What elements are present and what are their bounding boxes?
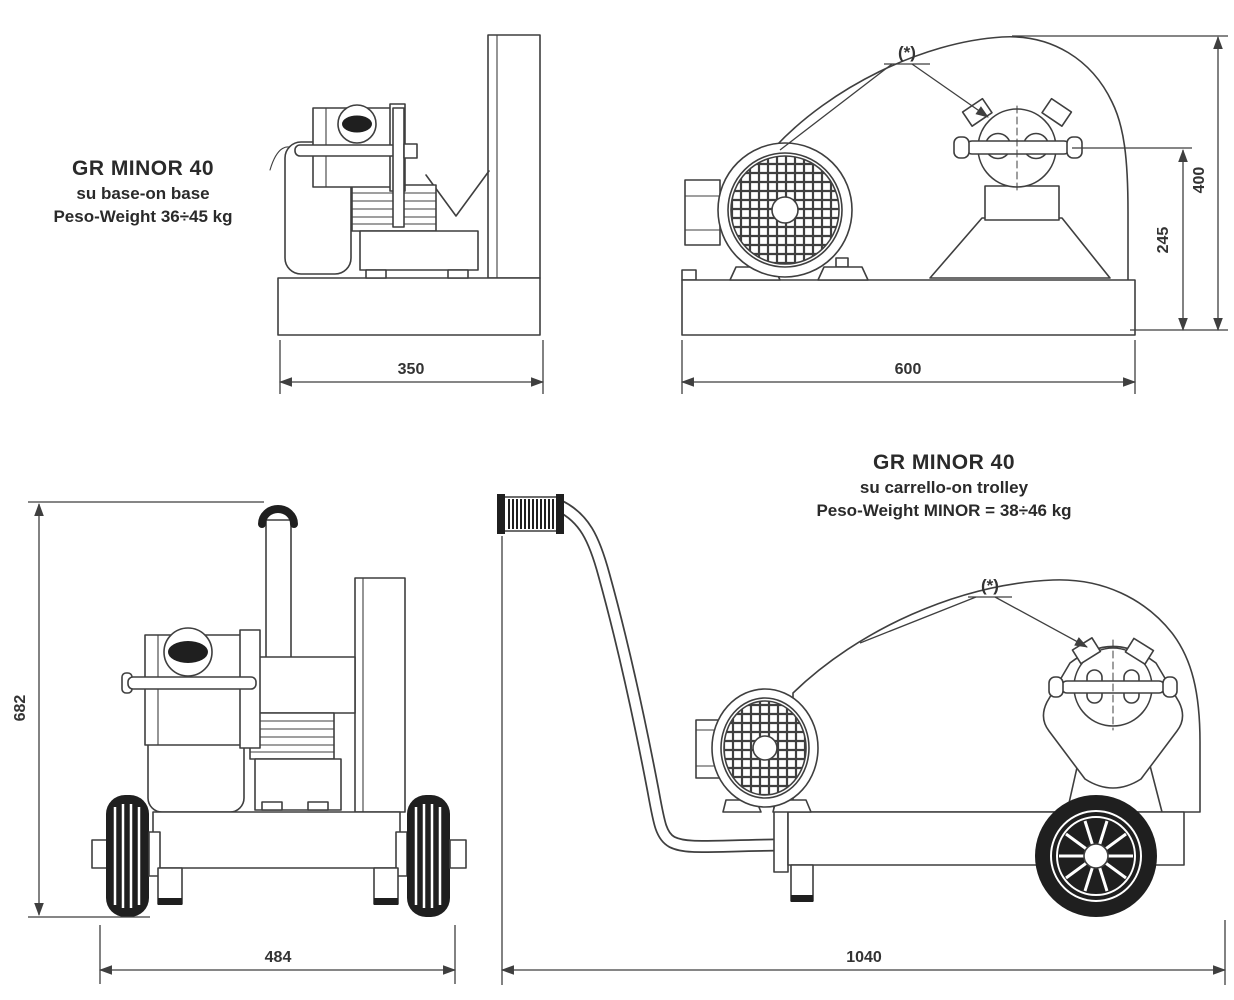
dim-label-port-height: 245 [1155, 226, 1172, 254]
pump-on-trolley-front-drawing [92, 509, 466, 917]
clamp-ear [954, 137, 969, 158]
clamp-lever [966, 141, 1070, 154]
motor-foot [366, 270, 386, 278]
motor-foot [308, 802, 328, 810]
base-end-plate [774, 806, 788, 872]
pump-support [930, 218, 1110, 278]
leg-foot [374, 898, 398, 905]
grip-cap [497, 494, 505, 534]
shaft-center [753, 736, 777, 760]
trolley-base [153, 812, 400, 868]
port-opening [168, 641, 208, 663]
base-step [682, 270, 696, 280]
handle-tube [266, 520, 291, 670]
weight-line: Peso-Weight MINOR = 38÷46 kg [816, 501, 1072, 520]
port-opening [342, 116, 372, 133]
dim-label-height: 682 [12, 694, 29, 722]
shaft-center [772, 197, 798, 223]
motor-foot [262, 802, 282, 810]
clamp-bar [295, 145, 401, 156]
base-config-title [18, 156, 268, 228]
dimension-600 [682, 340, 1135, 394]
motor-foot [818, 267, 868, 280]
wheel-tire [407, 795, 450, 917]
asterisk-label: (*) [898, 43, 916, 62]
view-base-end [260, 20, 560, 400]
dim-label-width: 484 [264, 949, 292, 966]
dim-label-length: 1040 [846, 949, 882, 966]
axle-stub [92, 840, 108, 868]
view-base-side [660, 20, 1234, 400]
asterisk-callout [780, 43, 988, 150]
grip-cap [556, 494, 564, 534]
base-plate [278, 278, 540, 335]
pump-neck [985, 186, 1059, 220]
asterisk-label: (*) [981, 576, 999, 595]
casing-plate [488, 35, 540, 278]
junction-box [685, 180, 720, 245]
pump-on-trolley-side-drawing [497, 494, 1200, 917]
clamp-ear [1049, 677, 1063, 697]
motor-bolt [836, 258, 848, 267]
base-plate [682, 280, 1135, 335]
config-line: su base-on base [76, 184, 210, 203]
model-name: GR MINOR 40 [71, 157, 215, 180]
bolt [404, 144, 417, 158]
bracket [393, 108, 404, 227]
trolley-wheel [1035, 795, 1157, 917]
clamp-bar [128, 677, 256, 689]
dim-label-length: 600 [894, 361, 922, 378]
leg-foot [158, 898, 182, 905]
motor-body [360, 231, 478, 270]
motor-foot [448, 270, 468, 278]
clamp-ear [1163, 677, 1177, 697]
leg-foot [791, 895, 813, 902]
dim-label-total-height: 400 [1191, 166, 1208, 194]
dimension-350 [280, 340, 543, 394]
wheel-tire [106, 795, 149, 917]
wheel-hub [1084, 844, 1108, 868]
config-line: su carrello-on trolley [859, 478, 1029, 497]
pump-on-base-end-drawing [270, 35, 540, 335]
axle-stub [450, 840, 466, 868]
weight-line: Peso-Weight 36÷45 kg [53, 207, 233, 226]
dimension-484 [100, 925, 455, 984]
pump-on-base-side-drawing [682, 37, 1135, 335]
view-trolley-front [0, 480, 490, 1000]
view-trolley-side [490, 480, 1234, 1000]
model-name: GR MINOR 40 [872, 451, 1016, 474]
dim-label-width: 350 [397, 361, 425, 378]
